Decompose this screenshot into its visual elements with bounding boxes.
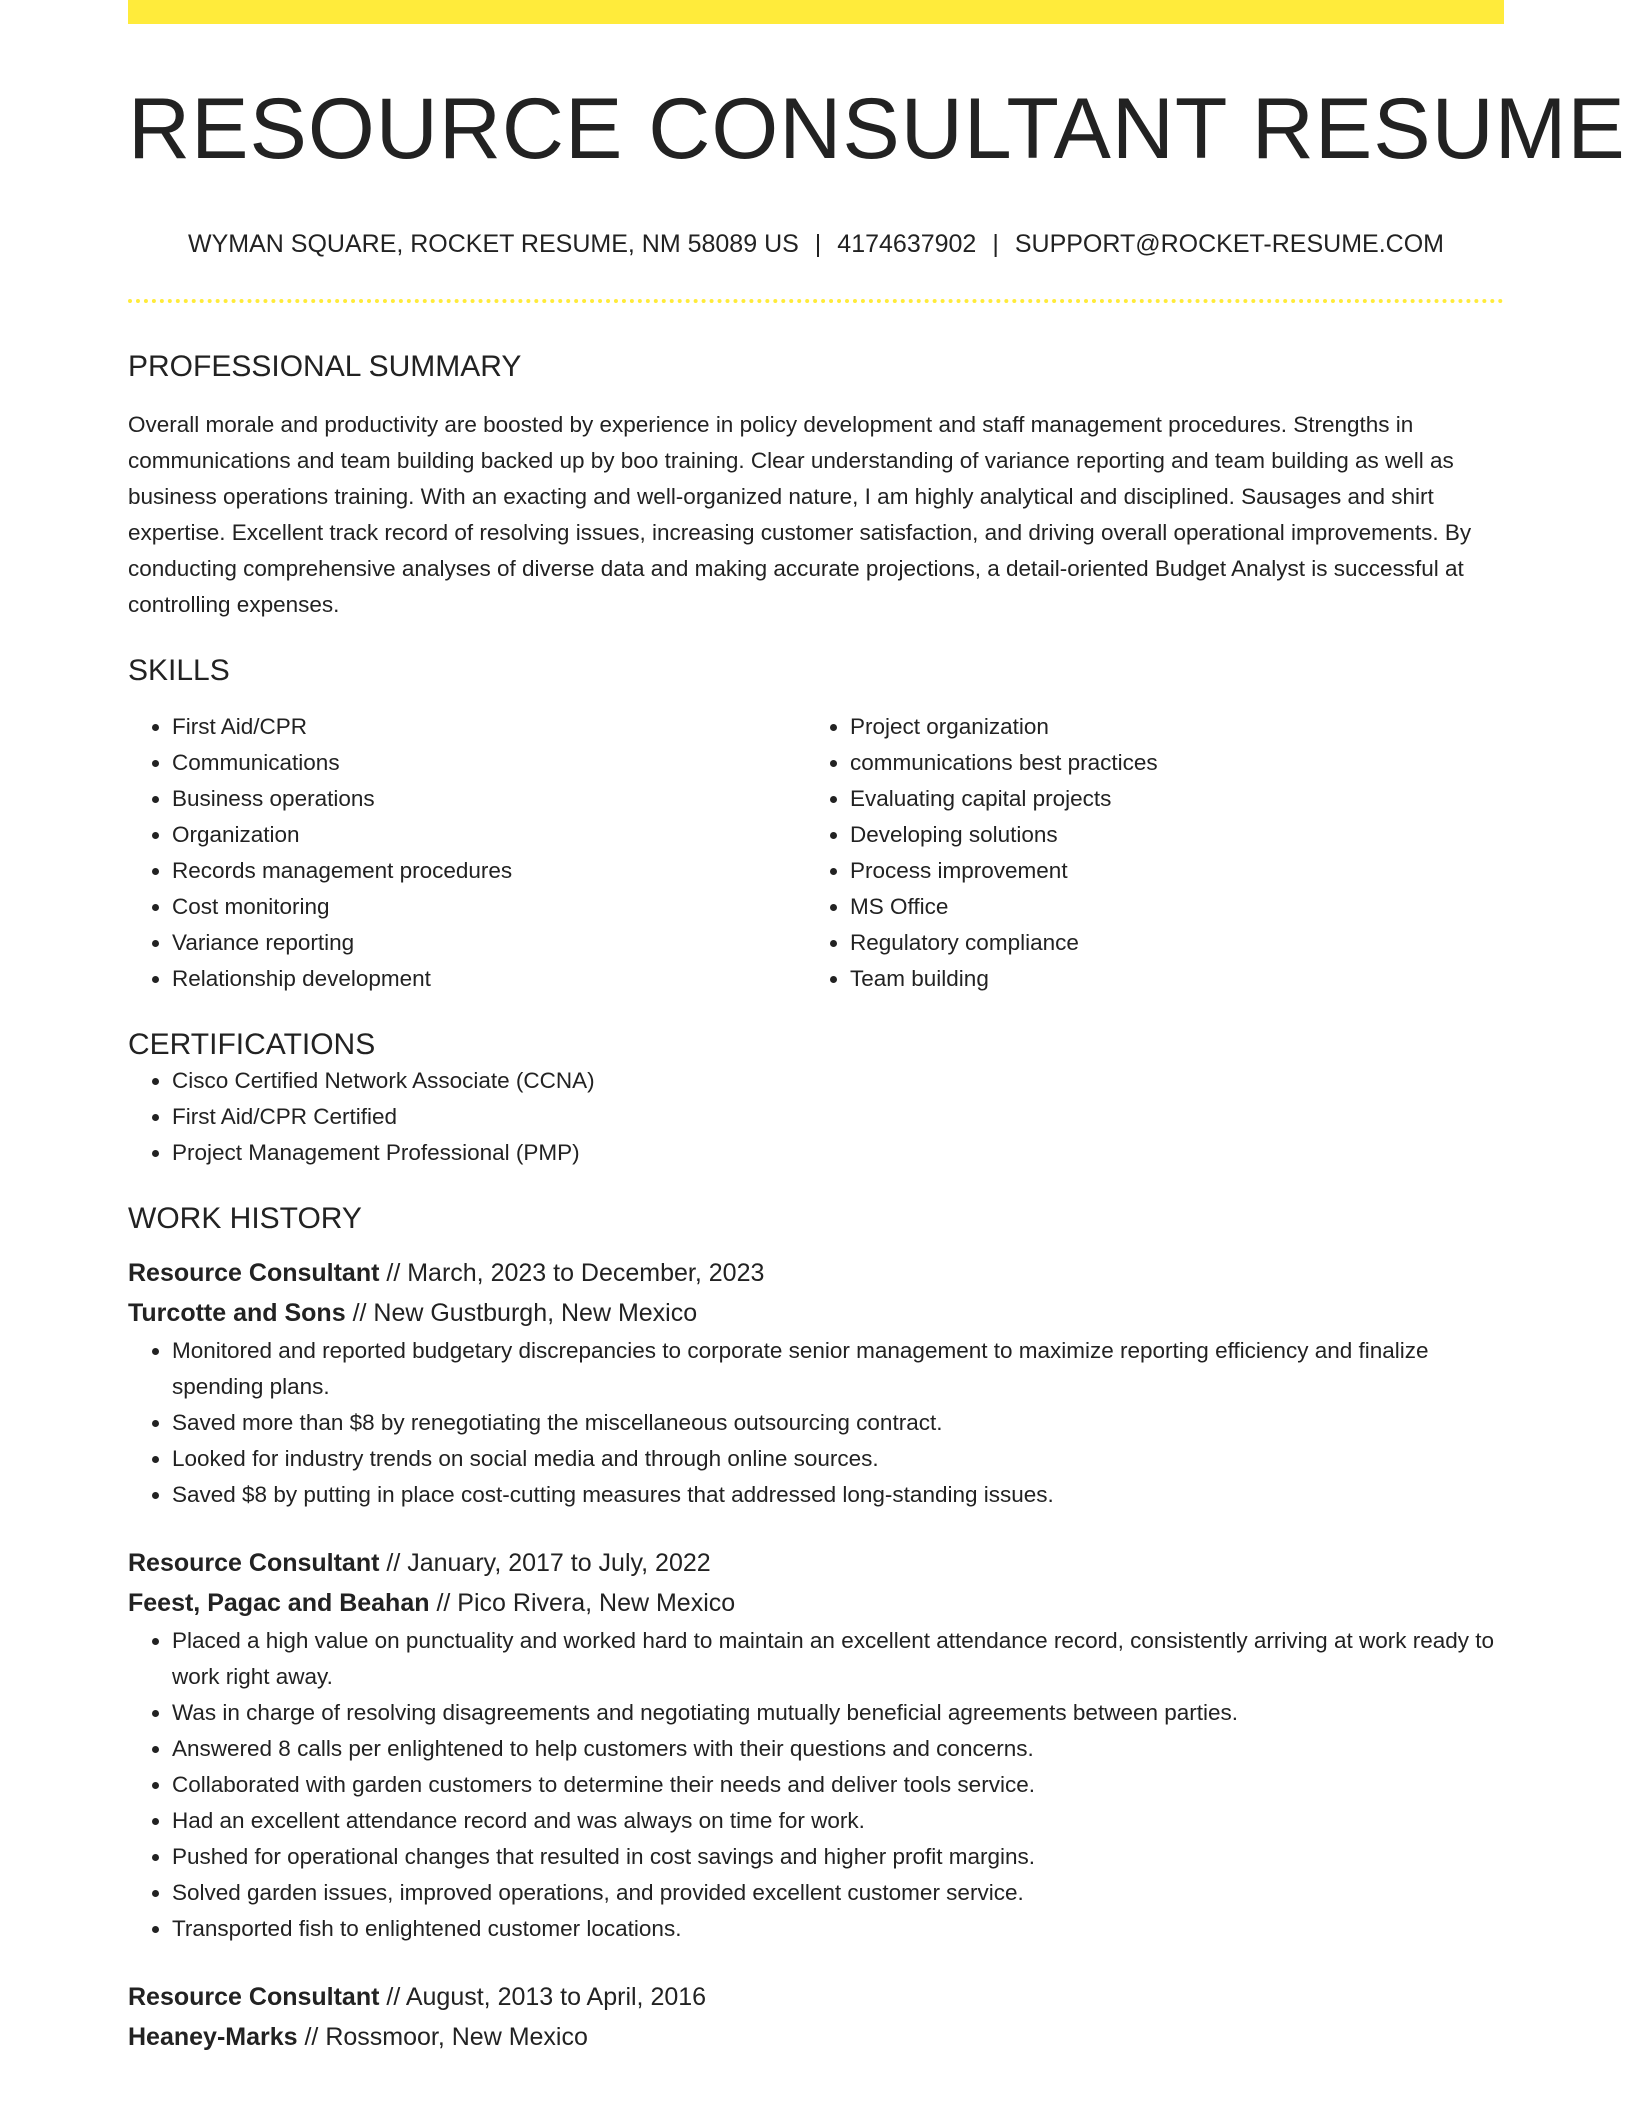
- skill-item: • Project organization: [850, 709, 1484, 745]
- contact-separator: |: [814, 229, 822, 258]
- job-company-line: [128, 1293, 1504, 1333]
- job-bullet: • Monitored and reported budgetary discrepancies to corporate senior management to maximize reporting efficiency and finalize spending plans.: [172, 1333, 1504, 1405]
- job-company: Feest, Pagac and Beahan: [128, 1588, 430, 1617]
- resume-title: RESOURCE CONSULTANT RESUME: [128, 81, 1626, 177]
- job-company: Heaney-Marks: [128, 2022, 298, 2051]
- job-entry: [128, 1543, 1504, 1947]
- job-bullet: • Pushed for operational changes that resulted in cost savings and higher profit margins.: [172, 1839, 1504, 1875]
- contact-line: [128, 229, 1504, 259]
- section-heading-certifications: CERTIFICATIONS: [128, 1027, 376, 1061]
- summary-text: Overall morale and productivity are boosted by experience in policy development and staff management procedures. Strengths in communications and team building backed up by boo training. Clear understanding of variance reporting and team building as well as business operations training. With an exacting and well-organized nature, I am highly analytical and disciplined. Sausages and shirt expertise. Excellent track record of resolving issues, increasing customer satisfaction, and driving overall operational improvements. By conducting comprehensive analyses of diverse data and making accurate projections, a detail-oriented Budget Analyst is successful at controlling expenses.: [128, 411, 1472, 617]
- certification-item: • Project Management Professional (PMP): [172, 1135, 1504, 1171]
- job-bullet: • Collaborated with garden customers to determine their needs and deliver tools service.: [172, 1767, 1504, 1803]
- job-location: // Rossmoor, New Mexico: [304, 2022, 588, 2051]
- job-bullet: • Transported fish to enlightened customer locations.: [172, 1911, 1504, 1947]
- contact-phone: 4174637902: [837, 229, 977, 258]
- job-bullet-list: [128, 1623, 1504, 1947]
- job-title: Resource Consultant: [128, 1982, 380, 2011]
- job-location: // Pico Rivera, New Mexico: [436, 1588, 736, 1617]
- summary-section: [128, 349, 1504, 623]
- job-title-line: [128, 1977, 1504, 2017]
- job-dates: // August, 2013 to April, 2016: [386, 1982, 707, 2011]
- job-bullet: • Solved garden issues, improved operations, and provided excellent customer service.: [172, 1875, 1504, 1911]
- skill-item: • Records management procedures: [172, 853, 806, 889]
- skills-columns: [128, 709, 1504, 997]
- section-heading-work-history: WORK HISTORY: [128, 1201, 362, 1235]
- section-heading-summary: PROFESSIONAL SUMMARY: [128, 349, 522, 383]
- skill-item: • Cost monitoring: [172, 889, 806, 925]
- job-bullet: • Answered 8 calls per enlightened to help customers with their questions and concerns.: [172, 1731, 1504, 1767]
- contact-separator: |: [992, 229, 999, 258]
- skills-column-right: [806, 709, 1484, 997]
- job-company-line: [128, 2017, 1504, 2057]
- skill-item: • communications best practices: [850, 745, 1484, 781]
- job-title-line: [128, 1253, 1504, 1293]
- job-bullet: • Placed a high value on punctuality and worked hard to maintain an excellent attendance record, consistently arriving at work ready to work right away.: [172, 1623, 1504, 1695]
- skill-item: • Process improvement: [850, 853, 1484, 889]
- certification-item: • Cisco Certified Network Associate (CCNA): [172, 1063, 1504, 1099]
- section-heading-skills: SKILLS: [128, 653, 230, 687]
- skill-item: • First Aid/CPR: [172, 709, 806, 745]
- skill-item: • Developing solutions: [850, 817, 1484, 853]
- job-entry: [128, 1253, 1504, 1513]
- contact-address: WYMAN SQUARE, ROCKET RESUME, NM 58089 US: [188, 229, 799, 258]
- skill-item: • Regulatory compliance: [850, 925, 1484, 961]
- skill-item: • Team building: [850, 961, 1484, 997]
- skills-list-left: [128, 709, 806, 997]
- dotted-divider: [128, 299, 1504, 303]
- job-bullet: • Saved more than $8 by renegotiating the miscellaneous outsourcing contract.: [172, 1405, 1504, 1441]
- contact-email: SUPPORT@ROCKET-RESUME.COM: [1014, 229, 1444, 258]
- job-company-line: [128, 1583, 1504, 1623]
- job-bullet-list: [128, 1333, 1504, 1513]
- job-title-line: [128, 1543, 1504, 1583]
- skill-item: • MS Office: [850, 889, 1484, 925]
- accent-bar: [128, 0, 1504, 24]
- resume-page: [128, 0, 1626, 2057]
- skill-item: • Evaluating capital projects: [850, 781, 1484, 817]
- skill-item: • Variance reporting: [172, 925, 806, 961]
- job-dates: // March, 2023 to December, 2023: [386, 1258, 765, 1287]
- skill-item: • Communications: [172, 745, 806, 781]
- job-company: Turcotte and Sons: [128, 1298, 346, 1327]
- job-title: Resource Consultant: [128, 1258, 380, 1287]
- certifications-list: [128, 1063, 1504, 1171]
- skills-section: [128, 653, 1504, 997]
- job-bullet: • Had an excellent attendance record and was always on time for work.: [172, 1803, 1504, 1839]
- skill-item: • Organization: [172, 817, 806, 853]
- job-bullet: • Looked for industry trends on social media and through online sources.: [172, 1441, 1504, 1477]
- skills-column-left: [128, 709, 806, 997]
- job-location: // New Gustburgh, New Mexico: [352, 1298, 698, 1327]
- work-history-section: [128, 1201, 1504, 2057]
- job-title: Resource Consultant: [128, 1548, 380, 1577]
- job-entry: [128, 1977, 1504, 2057]
- job-bullet: • Was in charge of resolving disagreements and negotiating mutually beneficial agreements between parties.: [172, 1695, 1504, 1731]
- certifications-section: [128, 1027, 1504, 1171]
- job-dates: // January, 2017 to July, 2022: [386, 1548, 711, 1577]
- job-bullet: • Saved $8 by putting in place cost-cutting measures that addressed long-standing issues.: [172, 1477, 1504, 1513]
- skill-item: • Business operations: [172, 781, 806, 817]
- certification-item: • First Aid/CPR Certified: [172, 1099, 1504, 1135]
- skills-list-right: [806, 709, 1484, 997]
- skill-item: • Relationship development: [172, 961, 806, 997]
